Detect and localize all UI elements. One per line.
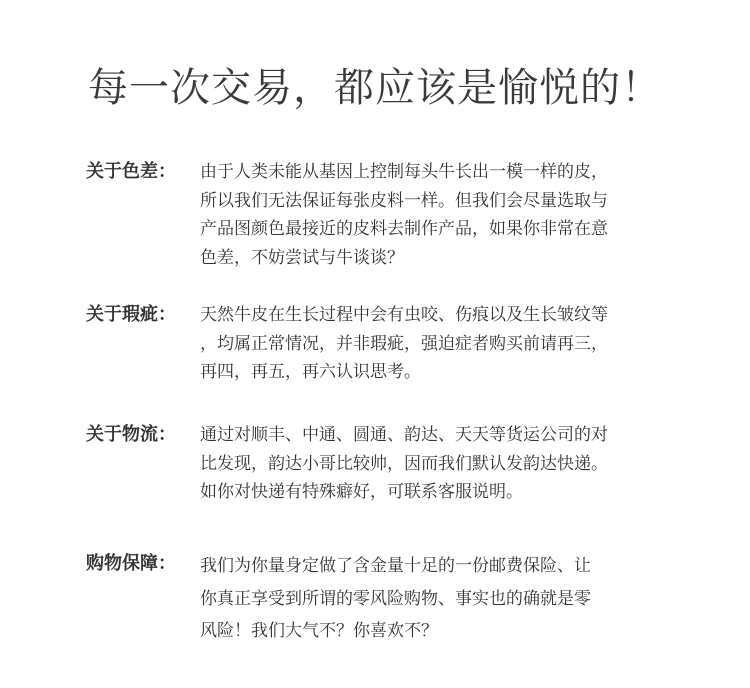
section-label: 关于物流： xyxy=(86,424,176,445)
section-body xyxy=(200,301,656,387)
body-line: 产品图颜色最接近的皮料去制作产品，如果你非常在意 xyxy=(200,219,608,239)
body-line: ，均属正常情况，并非瑕疵，强迫症者购买前请再三， xyxy=(200,333,608,354)
section-body xyxy=(200,158,656,272)
section-body xyxy=(200,421,656,507)
body-line: 色差，不妨尝试与牛谈谈？ xyxy=(200,247,404,268)
body-line: 所以我们无法保证每张皮料一样。但我们会尽量选取与 xyxy=(200,190,608,211)
body-line: 我们为你量身定做了含金量十足的一份邮费保险、让 xyxy=(200,556,591,576)
section-label: 关于色差： xyxy=(86,161,176,182)
body-line: 你真正享受到所谓的零风险购物、事实也的确就是零 xyxy=(200,588,591,609)
body-line: 由于人类未能从基因上控制每头牛长出一模一样的皮， xyxy=(200,162,608,182)
section-label: 关于瑕疵： xyxy=(86,304,176,325)
page-title: 每一次交易，都应该是愉悦的！ xyxy=(88,65,662,111)
section-label: 购物保障： xyxy=(86,553,176,574)
body-line: 如你对快递有特殊癖好，可联系客服说明。 xyxy=(200,482,523,502)
body-line: 比发现，韵达小哥比较帅，因而我们默认发韵达快递。 xyxy=(200,453,608,474)
body-line: 风险！我们大气不？你喜欢不？ xyxy=(200,621,438,641)
body-line: 再四，再五，再六认识思考。 xyxy=(200,362,421,382)
section-body xyxy=(200,550,656,648)
body-line: 通过对顺丰、中通、圆通、韵达、天天等货运公司的对 xyxy=(200,425,608,445)
body-line: 天然牛皮在生长过程中会有虫咬、伤痕以及生长皱纹等 xyxy=(200,305,608,325)
